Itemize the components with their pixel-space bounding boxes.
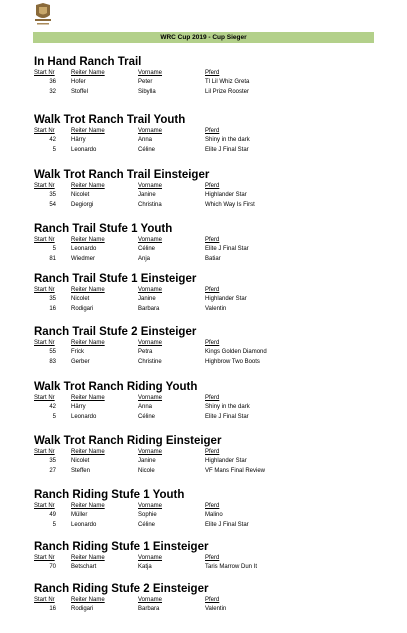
start-nr-cell: 27 bbox=[49, 468, 56, 474]
start-nr-cell: 5 bbox=[52, 522, 56, 528]
first-name-cell: Katja bbox=[138, 564, 152, 570]
first-name-cell: Christine bbox=[138, 359, 162, 365]
table-row bbox=[0, 457, 407, 466]
start-nr-cell: 35 bbox=[49, 296, 56, 302]
column-header: Pferd bbox=[205, 287, 220, 293]
table-row bbox=[0, 563, 407, 572]
table-row bbox=[0, 255, 407, 264]
first-name-cell: Barbara bbox=[138, 306, 160, 312]
column-header: Vorname bbox=[138, 237, 163, 243]
table-row bbox=[0, 136, 407, 145]
rider-name-cell: Rodigari bbox=[71, 606, 94, 612]
column-header-row bbox=[0, 182, 407, 191]
horse-cell: VF Mans Final Review bbox=[205, 468, 266, 474]
column-header: Reiter Name bbox=[71, 503, 105, 509]
start-nr-cell: 16 bbox=[49, 306, 56, 312]
table-row bbox=[0, 88, 407, 97]
column-header: Pferd bbox=[205, 555, 220, 561]
first-name-cell: Janine bbox=[138, 458, 156, 464]
horse-cell: Kings Golden Diamond bbox=[205, 349, 267, 355]
first-name-cell: Sophie bbox=[138, 512, 157, 518]
column-header: Pferd bbox=[205, 597, 220, 603]
column-header: Reiter Name bbox=[71, 237, 105, 243]
horse-cell: Elite J Final Star bbox=[205, 147, 249, 153]
column-header: Vorname bbox=[138, 287, 163, 293]
first-name-cell: Peter bbox=[138, 79, 153, 85]
column-header: Pferd bbox=[205, 183, 220, 189]
table-row bbox=[0, 348, 407, 357]
rider-name-cell: Frick bbox=[71, 349, 84, 355]
horse-cell: Which Way Is First bbox=[205, 202, 255, 208]
column-header: Start Nr bbox=[34, 128, 55, 134]
horse-cell: Highbrow Two Boots bbox=[205, 359, 260, 365]
horse-cell: Highlander Star bbox=[205, 192, 247, 198]
column-header: Reiter Name bbox=[71, 395, 105, 401]
column-header: Pferd bbox=[205, 503, 220, 509]
first-name-cell: Christina bbox=[138, 202, 162, 208]
section-title: Walk Trot Ranch Riding Einsteiger bbox=[34, 435, 222, 447]
start-nr-cell: 81 bbox=[49, 256, 56, 262]
rider-name-cell: Leonardo bbox=[71, 246, 97, 252]
rider-name-cell: Leonardo bbox=[71, 522, 97, 528]
column-header: Start Nr bbox=[34, 449, 55, 455]
rider-name-cell: Härry bbox=[71, 137, 86, 143]
column-header-row bbox=[0, 502, 407, 511]
table-row bbox=[0, 295, 407, 304]
column-header-row bbox=[0, 554, 407, 563]
first-name-cell: Céline bbox=[138, 522, 156, 528]
horse-cell: Elite J Final Star bbox=[205, 246, 249, 252]
table-row bbox=[0, 358, 407, 367]
rider-name-cell: Nicolet bbox=[71, 296, 90, 302]
start-nr-cell: 70 bbox=[49, 564, 56, 570]
rider-name-cell: Leonardo bbox=[71, 414, 97, 420]
start-nr-cell: 16 bbox=[49, 606, 56, 612]
rider-name-cell: Steffen bbox=[71, 468, 90, 474]
table-row bbox=[0, 305, 407, 314]
column-header: Start Nr bbox=[34, 287, 55, 293]
column-header: Start Nr bbox=[34, 70, 55, 76]
rider-name-cell: Hofer bbox=[71, 79, 86, 85]
rider-name-cell: Betschart bbox=[71, 564, 97, 570]
section-title: Ranch Riding Stufe 1 Youth bbox=[34, 489, 185, 501]
horse-cell: Highlander Star bbox=[205, 458, 247, 464]
column-header: Start Nr bbox=[34, 340, 55, 346]
column-header: Vorname bbox=[138, 128, 163, 134]
column-header: Start Nr bbox=[34, 597, 55, 603]
section-title: Walk Trot Ranch Trail Einsteiger bbox=[34, 169, 210, 181]
first-name-cell: Barbara bbox=[138, 606, 160, 612]
first-name-cell: Anna bbox=[138, 137, 153, 143]
rider-name-cell: Müller bbox=[71, 512, 88, 518]
column-header: Pferd bbox=[205, 128, 220, 134]
horse-cell: Batiar bbox=[205, 256, 221, 262]
first-name-cell: Céline bbox=[138, 147, 156, 153]
rider-name-cell: Nicolet bbox=[71, 192, 90, 198]
rider-name-cell: Gerber bbox=[71, 359, 90, 365]
rider-name-cell: Nicolet bbox=[71, 458, 90, 464]
column-header: Reiter Name bbox=[71, 70, 105, 76]
column-header-row bbox=[0, 286, 407, 295]
table-row bbox=[0, 413, 407, 422]
column-header: Vorname bbox=[138, 395, 163, 401]
column-header: Vorname bbox=[138, 340, 163, 346]
column-header: Vorname bbox=[138, 449, 163, 455]
section-title: In Hand Ranch Trail bbox=[34, 56, 142, 68]
start-nr-cell: 35 bbox=[49, 192, 56, 198]
first-name-cell: Janine bbox=[138, 296, 156, 302]
column-header: Pferd bbox=[205, 70, 220, 76]
column-header: Start Nr bbox=[34, 237, 55, 243]
column-header: Reiter Name bbox=[71, 555, 105, 561]
start-nr-cell: 35 bbox=[49, 458, 56, 464]
section-title: Ranch Trail Stufe 1 Einsteiger bbox=[34, 273, 197, 285]
start-nr-cell: 5 bbox=[52, 414, 56, 420]
column-header: Vorname bbox=[138, 503, 163, 509]
column-header: Vorname bbox=[138, 597, 163, 603]
column-header-row bbox=[0, 69, 407, 78]
rider-name-cell: Härry bbox=[71, 404, 86, 410]
rider-name-cell: Leonardo bbox=[71, 147, 97, 153]
first-name-cell: Céline bbox=[138, 246, 156, 252]
start-nr-cell: 42 bbox=[49, 404, 56, 410]
start-nr-cell: 36 bbox=[49, 79, 56, 85]
column-header: Start Nr bbox=[34, 503, 55, 509]
start-nr-cell: 83 bbox=[49, 359, 56, 365]
table-row bbox=[0, 146, 407, 155]
column-header: Reiter Name bbox=[71, 287, 105, 293]
column-header: Start Nr bbox=[34, 555, 55, 561]
rider-name-cell: Stoffel bbox=[71, 89, 88, 95]
table-row bbox=[0, 521, 407, 530]
horse-cell: Elite J Final Star bbox=[205, 522, 249, 528]
column-header-row bbox=[0, 448, 407, 457]
column-header: Reiter Name bbox=[71, 128, 105, 134]
rider-name-cell: Wiedmer bbox=[71, 256, 96, 262]
section-title: Ranch Riding Stufe 1 Einsteiger bbox=[34, 541, 209, 553]
logo bbox=[33, 3, 53, 27]
table-row bbox=[0, 78, 407, 87]
horse-cell: Elite J Final Star bbox=[205, 414, 249, 420]
first-name-cell: Anja bbox=[138, 256, 151, 262]
column-header-row bbox=[0, 236, 407, 245]
horse-cell: Taris Marrow Dun It bbox=[205, 564, 258, 570]
first-name-cell: Céline bbox=[138, 414, 156, 420]
column-header: Reiter Name bbox=[71, 340, 105, 346]
section-title: Ranch Riding Stufe 2 Einsteiger bbox=[34, 583, 209, 595]
horse-cell: Shiny in the dark bbox=[205, 137, 250, 143]
rider-name-cell: Rodigari bbox=[71, 306, 94, 312]
column-header: Reiter Name bbox=[71, 597, 105, 603]
horse-cell: Tl Lil Whiz Greta bbox=[205, 79, 250, 85]
section-title: Walk Trot Ranch Riding Youth bbox=[34, 381, 198, 393]
section-title: Walk Trot Ranch Trail Youth bbox=[34, 114, 186, 126]
column-header: Vorname bbox=[138, 555, 163, 561]
horse-cell: Valentin bbox=[205, 306, 227, 312]
column-header: Vorname bbox=[138, 70, 163, 76]
rider-name-cell: Degiorgi bbox=[71, 202, 94, 208]
first-name-cell: Petra bbox=[138, 349, 153, 355]
start-nr-cell: 55 bbox=[49, 349, 56, 355]
column-header: Start Nr bbox=[34, 395, 55, 401]
column-header: Reiter Name bbox=[71, 449, 105, 455]
table-row bbox=[0, 201, 407, 210]
table-row bbox=[0, 605, 407, 614]
column-header: Pferd bbox=[205, 449, 220, 455]
section-title: Ranch Trail Stufe 1 Youth bbox=[34, 223, 173, 235]
table-row bbox=[0, 191, 407, 200]
horse-cell: Highlander Star bbox=[205, 296, 247, 302]
column-header: Pferd bbox=[205, 340, 220, 346]
column-header-row bbox=[0, 127, 407, 136]
column-header: Vorname bbox=[138, 183, 163, 189]
start-nr-cell: 49 bbox=[49, 512, 56, 518]
start-nr-cell: 42 bbox=[49, 137, 56, 143]
start-nr-cell: 54 bbox=[49, 202, 56, 208]
column-header: Pferd bbox=[205, 237, 220, 243]
table-row bbox=[0, 467, 407, 476]
column-header: Pferd bbox=[205, 395, 220, 401]
column-header-row bbox=[0, 339, 407, 348]
start-nr-cell: 5 bbox=[52, 147, 56, 153]
column-header-row bbox=[0, 394, 407, 403]
horse-cell: Valentin bbox=[205, 606, 227, 612]
first-name-cell: Nicole bbox=[138, 468, 155, 474]
horse-cell: Lil Prize Rooster bbox=[205, 89, 250, 95]
horse-cell: Malino bbox=[205, 512, 223, 518]
start-nr-cell: 32 bbox=[49, 89, 56, 95]
table-row bbox=[0, 245, 407, 254]
section-title: Ranch Trail Stufe 2 Einsteiger bbox=[34, 326, 197, 338]
column-header: Reiter Name bbox=[71, 183, 105, 189]
table-row bbox=[0, 403, 407, 412]
first-name-cell: Janine bbox=[138, 192, 156, 198]
horse-cell: Shiny in the dark bbox=[205, 404, 250, 410]
first-name-cell: Sibylla bbox=[138, 89, 156, 95]
table-row bbox=[0, 511, 407, 520]
start-nr-cell: 5 bbox=[52, 246, 56, 252]
banner: WRC Cup 2019 - Cup Sieger bbox=[33, 32, 374, 43]
column-header: Start Nr bbox=[34, 183, 55, 189]
first-name-cell: Anna bbox=[138, 404, 153, 410]
column-header-row bbox=[0, 596, 407, 605]
